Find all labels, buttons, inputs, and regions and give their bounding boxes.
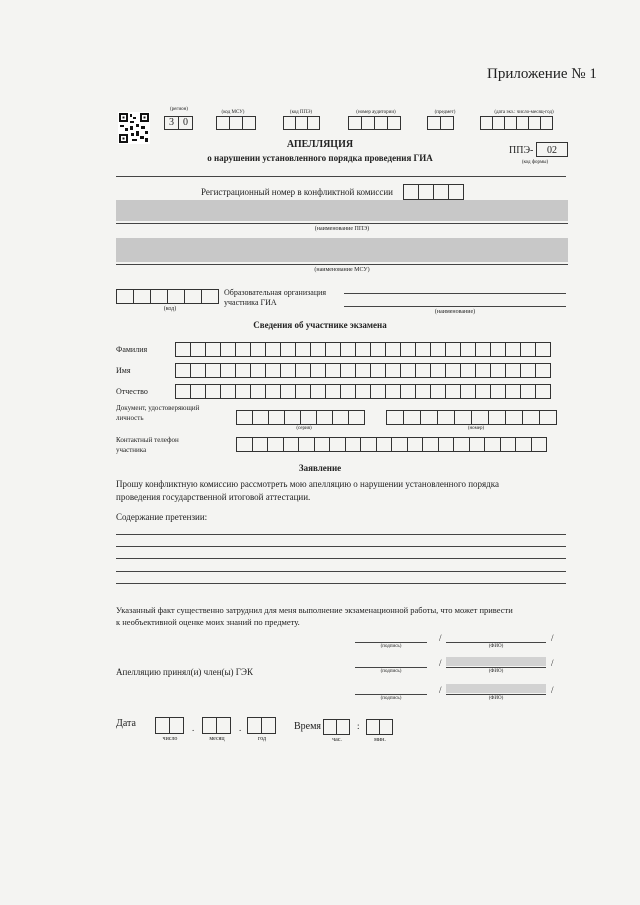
ppe-code-input[interactable] (283, 116, 319, 130)
statement-title: Заявление (298, 463, 342, 473)
char-cell[interactable] (437, 410, 455, 425)
claim-label: Содержание претензии: (116, 512, 208, 522)
char-cell[interactable] (520, 384, 536, 399)
name-label: Имя (116, 366, 131, 375)
gek-fio-caption-2: (ФИО) (488, 696, 504, 701)
char-cell[interactable] (520, 342, 536, 357)
char-cell[interactable] (490, 384, 506, 399)
char-cell[interactable] (345, 437, 362, 452)
form-number-box: 02 (536, 142, 568, 157)
char-cell[interactable] (220, 384, 236, 399)
char-cell[interactable] (325, 363, 341, 378)
char-cell[interactable] (500, 437, 517, 452)
document-label-1: Документ, удостоверяющий (116, 404, 200, 412)
org-name-caption: (наименование) (434, 309, 476, 315)
char-cell[interactable] (490, 342, 506, 357)
char-cell[interactable] (329, 437, 346, 452)
char-cell[interactable] (250, 363, 266, 378)
char-cell[interactable] (386, 410, 404, 425)
gek-fio-field-1[interactable] (446, 657, 546, 666)
char-cell[interactable] (235, 384, 251, 399)
char-cell[interactable] (175, 342, 191, 357)
char-cell[interactable] (205, 363, 221, 378)
char-cell[interactable] (325, 384, 341, 399)
char-cell[interactable] (484, 437, 501, 452)
minute-input[interactable] (366, 719, 392, 735)
msu-code-caption: (код МСУ) (221, 110, 245, 115)
char-cell[interactable] (445, 363, 461, 378)
char-cell[interactable] (175, 384, 191, 399)
fact-line-1: Указанный факт существенно затруднил для меня выполнение экзаменационной работы, что может привести (116, 605, 513, 615)
char-cell[interactable] (355, 384, 371, 399)
char-cell[interactable] (295, 384, 311, 399)
claim-line-1[interactable] (116, 534, 566, 535)
char-cell[interactable] (438, 437, 455, 452)
char-cell[interactable] (175, 363, 191, 378)
char-cell[interactable] (376, 437, 393, 452)
char-cell[interactable] (340, 342, 356, 357)
org-name-line-2 (344, 306, 566, 307)
char-cell[interactable] (250, 342, 266, 357)
form-title: АПЕЛЛЯЦИЯ (286, 139, 354, 150)
char-cell[interactable] (520, 363, 536, 378)
ppe-name-caption: (наименование ППЭ) (314, 226, 370, 232)
name-input[interactable] (175, 363, 550, 378)
phone-label-2: участника (116, 446, 147, 454)
char-cell[interactable] (415, 384, 431, 399)
form-code-caption: (код формы) (521, 160, 549, 165)
char-cell[interactable] (205, 384, 221, 399)
time-label: Время (294, 721, 322, 732)
char-cell[interactable] (300, 410, 317, 425)
gek-signature-caption-1: (подпись) (380, 669, 402, 674)
participant-fio-caption: (ФИО) (488, 644, 504, 649)
char-cell[interactable] (348, 410, 365, 425)
date-label: Дата (116, 718, 136, 729)
char-cell[interactable] (505, 342, 521, 357)
minute-caption: мин. (374, 737, 386, 743)
char-cell[interactable] (415, 342, 431, 357)
char-cell[interactable] (220, 342, 236, 357)
gek-signature-caption-2: (подпись) (380, 696, 402, 701)
char-cell[interactable] (400, 342, 416, 357)
char-cell[interactable] (332, 410, 349, 425)
statement-line-2: проведения государственной итоговой аттестации. (116, 492, 311, 502)
char-cell[interactable] (325, 342, 341, 357)
char-cell[interactable] (370, 363, 386, 378)
char-cell[interactable] (310, 342, 326, 357)
phone-input[interactable] (236, 437, 546, 452)
char-cell[interactable] (236, 410, 253, 425)
char-cell[interactable] (488, 410, 506, 425)
char-cell[interactable] (205, 342, 221, 357)
char-cell[interactable] (265, 384, 281, 399)
char-cell[interactable] (403, 410, 421, 425)
char-cell[interactable] (190, 384, 206, 399)
document-number-input[interactable] (386, 410, 556, 425)
participant-signature-line[interactable] (355, 642, 427, 643)
char-cell[interactable] (475, 363, 491, 378)
char-cell[interactable] (385, 384, 401, 399)
patronymic-label: Отчество (116, 387, 148, 396)
year-input[interactable] (247, 717, 275, 734)
char-cell[interactable] (235, 363, 251, 378)
month-caption: месяц (209, 736, 225, 742)
ppe-code-caption: (код ППЭ) (289, 110, 313, 115)
org-code-caption: (код) (163, 306, 177, 312)
char-cell[interactable] (453, 437, 470, 452)
char-cell[interactable] (314, 437, 331, 452)
char-cell[interactable] (505, 384, 521, 399)
char-cell[interactable] (265, 342, 281, 357)
char-cell[interactable] (252, 410, 269, 425)
org-label-1: Образовательная организация (224, 288, 327, 297)
char-cell[interactable] (471, 410, 489, 425)
char-cell[interactable] (430, 384, 446, 399)
char-cell[interactable] (385, 342, 401, 357)
char-cell[interactable] (385, 363, 401, 378)
participant-fio-line[interactable] (446, 642, 546, 643)
day-input[interactable] (155, 717, 183, 734)
number-caption: (номер) (467, 426, 485, 431)
msu-code-input[interactable] (216, 116, 255, 130)
char-cell[interactable] (190, 363, 206, 378)
char-cell[interactable] (283, 437, 300, 452)
org-name-line-1 (344, 293, 566, 294)
char-cell[interactable] (430, 363, 446, 378)
char-cell[interactable] (190, 342, 206, 357)
reg-number-input[interactable] (403, 184, 463, 200)
claim-line-3[interactable] (116, 558, 566, 559)
char-cell[interactable] (400, 363, 416, 378)
org-code-input[interactable] (116, 289, 218, 304)
char-cell[interactable] (355, 342, 371, 357)
patronymic-input[interactable] (175, 384, 550, 399)
char-cell[interactable] (280, 384, 296, 399)
char-cell[interactable] (370, 384, 386, 399)
document-label-2: личность (116, 414, 144, 422)
char-cell[interactable] (407, 437, 424, 452)
char-cell[interactable] (310, 384, 326, 399)
char-cell[interactable] (355, 363, 371, 378)
char-cell[interactable] (505, 410, 523, 425)
char-cell[interactable] (420, 410, 438, 425)
gek-signature-line-1[interactable] (355, 667, 427, 668)
statement-line-1: Прошу конфликтную комиссию рассмотреть мою апелляцию о нарушении установленного порядка (116, 479, 499, 489)
month-input[interactable] (202, 717, 230, 734)
char-cell[interactable] (454, 410, 472, 425)
char-cell[interactable] (430, 342, 446, 357)
char-cell[interactable] (415, 363, 431, 378)
msu-name-field[interactable] (116, 238, 568, 262)
char-cell[interactable] (460, 363, 476, 378)
char-cell[interactable] (391, 437, 408, 452)
char-cell[interactable] (400, 384, 416, 399)
char-cell[interactable] (531, 437, 548, 452)
year-caption: год (257, 736, 267, 742)
char-cell[interactable] (460, 342, 476, 357)
gek-fio-field-2[interactable] (446, 684, 546, 693)
char-cell[interactable] (280, 363, 296, 378)
char-cell[interactable] (370, 342, 386, 357)
char-cell[interactable] (298, 437, 315, 452)
char-cell[interactable] (360, 437, 377, 452)
char-cell[interactable] (469, 437, 486, 452)
msu-name-caption: (наименование МСУ) (314, 267, 370, 273)
char-cell[interactable] (220, 363, 236, 378)
char-cell[interactable] (515, 437, 532, 452)
region-caption: (регион) (170, 107, 188, 112)
char-cell[interactable] (445, 342, 461, 357)
accepted-by-label: Апелляцию принял(и) член(ы) ГЭК (116, 667, 253, 677)
subject-caption: (предмет) (434, 110, 456, 115)
char-cell[interactable] (505, 363, 521, 378)
auditorium-input[interactable] (348, 116, 400, 130)
char-cell[interactable] (310, 363, 326, 378)
char-cell[interactable] (535, 363, 551, 378)
char-cell[interactable] (252, 437, 269, 452)
phone-label-1: Контактный телефон (116, 436, 179, 444)
fact-line-2: к необъективной оценке моих знаний по предмету. (116, 617, 300, 627)
auditorium-caption: (номер аудитории) (356, 110, 396, 115)
reg-number-label: Регистрационный номер в конфликтной комиссии (201, 187, 393, 197)
gek-signature-line-2[interactable] (355, 694, 427, 695)
char-cell[interactable] (284, 410, 301, 425)
char-cell[interactable] (280, 342, 296, 357)
subject-input[interactable] (427, 116, 453, 130)
char-cell[interactable] (475, 342, 491, 357)
surname-label: Фамилия (116, 345, 148, 354)
gek-fio-caption-1: (ФИО) (488, 669, 504, 674)
region-input[interactable]: 3 0 (164, 116, 192, 130)
char-cell[interactable] (522, 410, 540, 425)
char-cell[interactable] (316, 410, 333, 425)
char-cell[interactable] (235, 342, 251, 357)
ppe-name-field[interactable] (116, 200, 568, 221)
appendix-label: Приложение № 1 (487, 66, 597, 82)
char-cell[interactable] (490, 363, 506, 378)
claim-line-4[interactable] (116, 571, 566, 572)
char-cell[interactable] (539, 410, 557, 425)
char-cell[interactable] (460, 384, 476, 399)
msu-name-line (116, 264, 568, 265)
char-cell[interactable] (535, 384, 551, 399)
hour-caption: час. (332, 737, 342, 743)
exam-date-caption: (дата экз.: число-месяц-год) (494, 110, 554, 115)
form-prefix: ППЭ- (509, 145, 534, 156)
char-cell[interactable] (267, 437, 284, 452)
ppe-name-line (116, 223, 568, 224)
char-cell[interactable] (422, 437, 439, 452)
char-cell[interactable] (265, 363, 281, 378)
char-cell[interactable] (340, 363, 356, 378)
form-subtitle: о нарушении установленного порядка проведения ГИА (207, 153, 433, 163)
participant-section-title: Сведения об участнике экзамена (253, 320, 387, 330)
char-cell[interactable] (445, 384, 461, 399)
claim-line-2[interactable] (116, 546, 566, 547)
day-caption: число (162, 736, 178, 742)
char-cell[interactable] (535, 342, 551, 357)
document-series-input[interactable] (236, 410, 364, 425)
char-cell[interactable] (268, 410, 285, 425)
exam-date-input[interactable] (480, 116, 552, 130)
claim-line-5[interactable] (116, 583, 566, 584)
series-caption: (серия) (296, 426, 312, 431)
char-cell[interactable] (340, 384, 356, 399)
surname-input[interactable] (175, 342, 550, 357)
char-cell[interactable] (236, 437, 253, 452)
header-divider (116, 176, 566, 177)
hour-input[interactable] (323, 719, 349, 735)
participant-signature-caption: (подпись) (380, 644, 402, 649)
char-cell[interactable] (250, 384, 266, 399)
char-cell[interactable] (295, 363, 311, 378)
char-cell[interactable] (295, 342, 311, 357)
char-cell[interactable] (475, 384, 491, 399)
org-label-2: участника ГИА (224, 298, 277, 307)
